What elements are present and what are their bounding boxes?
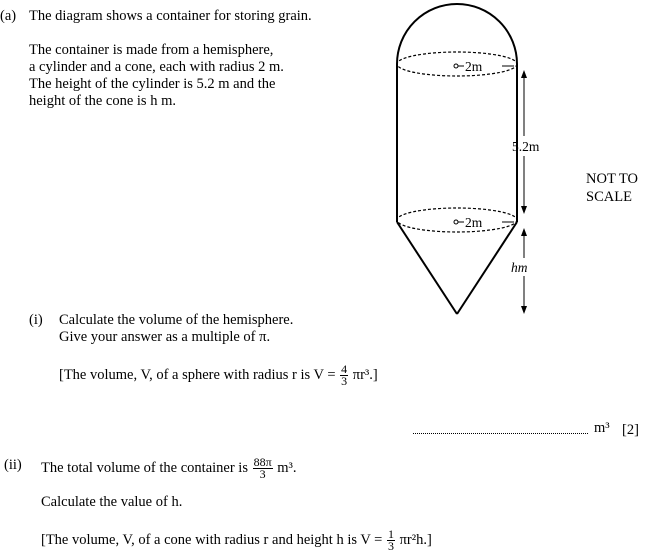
part-a-label: (a): [0, 8, 17, 24]
cone-height-arrowhead-bottom: [521, 306, 527, 314]
part-ii-line-1-prefix: The total volume of the container is: [41, 459, 248, 476]
part-ii-line-2: Calculate the value of h.: [41, 494, 183, 510]
radius-label-top: 2m: [465, 59, 483, 74]
part-i-line-1: Calculate the volume of the hemisphere.: [59, 312, 294, 328]
top-center-dot: [454, 64, 458, 68]
cylinder-height-arrowhead-bottom: [521, 206, 527, 214]
part-a-intro: The diagram shows a container for storing grain.: [29, 8, 312, 24]
part-i-formula-prefix: [The volume, V, of a sphere with radius r is V =: [59, 366, 336, 383]
part-ii-volume-fraction: [253, 457, 273, 480]
part-ii-line-1: [41, 457, 297, 480]
part-ii-formula-numerator: 1: [387, 527, 394, 541]
radius-label-middle: 2m: [465, 215, 483, 230]
part-ii-volume-numerator: 88π: [253, 455, 272, 469]
part-ii-formula-fraction: [387, 529, 395, 552]
part-ii-formula: [41, 529, 432, 552]
description-line-1: The container is made from a hemisphere,: [29, 42, 274, 58]
part-i-line-2: Give your answer as a multiple of π.: [59, 329, 271, 345]
part-i-label: (i): [29, 312, 43, 328]
part-i-formula-suffix: πr³.]: [352, 366, 378, 383]
part-ii-formula-suffix: πr²h.]: [399, 531, 432, 548]
cone-left-side: [397, 222, 457, 314]
cylinder-height-label: 5.2m: [512, 139, 540, 154]
not-to-scale-line-1: NOT TO: [586, 171, 638, 187]
part-ii-label: (ii): [4, 457, 22, 473]
cone-right-side: [457, 222, 517, 314]
description-line-3: The height of the cylinder is 5.2 m and the: [29, 76, 276, 92]
description-line-2: a cylinder and a cone, each with radius 2 m.: [29, 59, 284, 75]
part-i-formula: [59, 364, 378, 387]
part-ii-line-1-suffix: m³.: [277, 459, 297, 476]
part-ii-formula-prefix: [The volume, V, of a cone with radius r and height h is V =: [41, 531, 383, 548]
cone-height-label: hm: [511, 260, 528, 275]
part-ii-formula-denominator: 3: [387, 539, 394, 553]
cylinder-height-arrowhead-top: [521, 70, 527, 78]
part-i-marks: [2]: [622, 422, 639, 438]
part-i-formula-denominator: 3: [341, 374, 348, 388]
mid-center-dot: [454, 220, 458, 224]
part-i-formula-fraction: [340, 364, 348, 387]
description-line-4: height of the cone is h m.: [29, 93, 176, 109]
part-i-answer-unit: m³: [594, 420, 610, 436]
cone-height-arrowhead-top: [521, 228, 527, 236]
part-i-answer-line[interactable]: [413, 433, 588, 434]
not-to-scale-line-2: SCALE: [586, 189, 632, 205]
part-ii-volume-denominator: 3: [259, 467, 266, 481]
part-i-formula-numerator: 4: [341, 362, 348, 376]
